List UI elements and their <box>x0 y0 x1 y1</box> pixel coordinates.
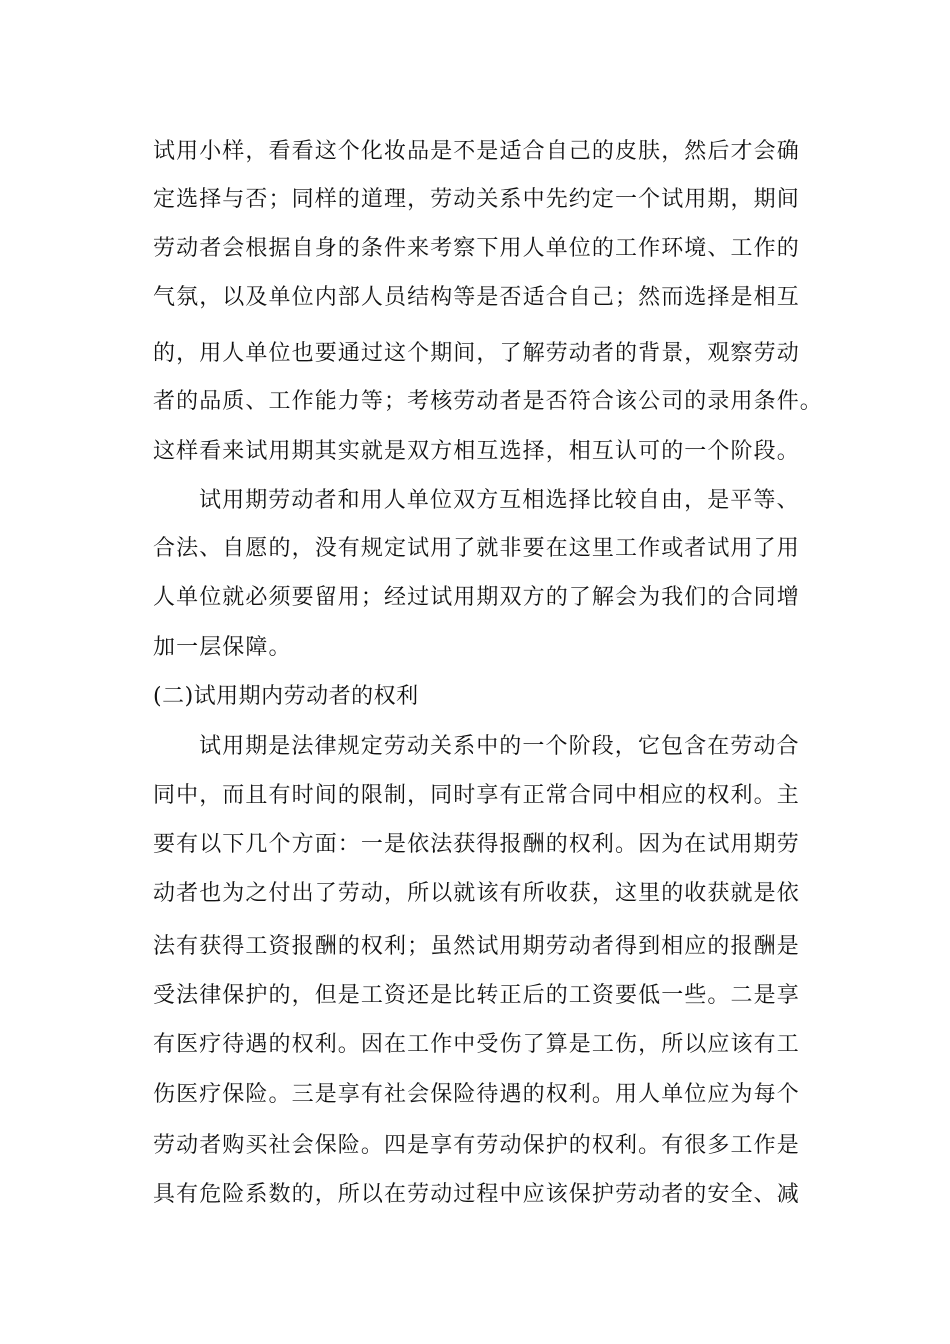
paragraph-line: 加一层保障。 <box>153 635 292 660</box>
paragraph-line: 试用小样，看看这个化妆品是不是适合自己的皮肤，然后才会确 <box>153 139 800 164</box>
paragraph-line: 动者也为之付出了劳动，所以就该有所收获，这里的收获就是依 <box>153 881 800 906</box>
section-heading: (二)试用期内劳动者的权利 <box>153 684 419 709</box>
paragraph-line: 劳动者购买社会保险。四是享有劳动保护的权利。有很多工作是 <box>153 1133 800 1158</box>
paragraph-line: 要有以下几个方面：一是依法获得报酬的权利。因为在试用期劳 <box>153 832 800 857</box>
paragraph-line: 试用期是法律规定劳动关系中的一个阶段，它包含在劳动合 <box>199 734 800 759</box>
paragraph-line: 的，用人单位也要通过这个期间，了解劳动者的背景，观察劳动 <box>153 341 800 366</box>
paragraph-line: 劳动者会根据自身的条件来考察下用人单位的工作环境、工作的 <box>153 236 800 261</box>
paragraph-line: 这样看来试用期其实就是双方相互选择，相互认可的一个阶段。 <box>153 439 800 464</box>
paragraph-line: 法有获得工资报酬的权利；虽然试用期劳动者得到相应的报酬是 <box>153 934 800 959</box>
paragraph-line: 同中，而且有时间的限制，同时享有正常合同中相应的权利。主 <box>153 783 800 808</box>
paragraph-line: 试用期劳动者和用人单位双方互相选择比较自由，是平等、 <box>199 488 800 513</box>
paragraph-line: 气氛，以及单位内部人员结构等是否适合自己；然而选择是相互 <box>153 285 800 310</box>
paragraph-line: 伤医疗保险。三是享有社会保险待遇的权利。用人单位应为每个 <box>153 1082 800 1107</box>
paragraph-line: 者的品质、工作能力等；考核劳动者是否符合该公司的录用条件。 <box>153 389 823 414</box>
paragraph-line: 定选择与否；同样的道理，劳动关系中先约定一个试用期，期间 <box>153 187 800 212</box>
paragraph-line: 有医疗待遇的权利。因在工作中受伤了算是工伤，所以应该有工 <box>153 1032 800 1057</box>
paragraph-line: 合法、自愿的，没有规定试用了就非要在这里工作或者试用了用 <box>153 536 800 561</box>
paragraph-line: 人单位就必须要留用；经过试用期双方的了解会为我们的合同增 <box>153 585 800 610</box>
paragraph-line: 受法律保护的，但是工资还是比转正后的工资要低一些。二是享 <box>153 983 800 1008</box>
paragraph-line: 具有危险系数的，所以在劳动过程中应该保护劳动者的安全、减 <box>153 1182 800 1207</box>
